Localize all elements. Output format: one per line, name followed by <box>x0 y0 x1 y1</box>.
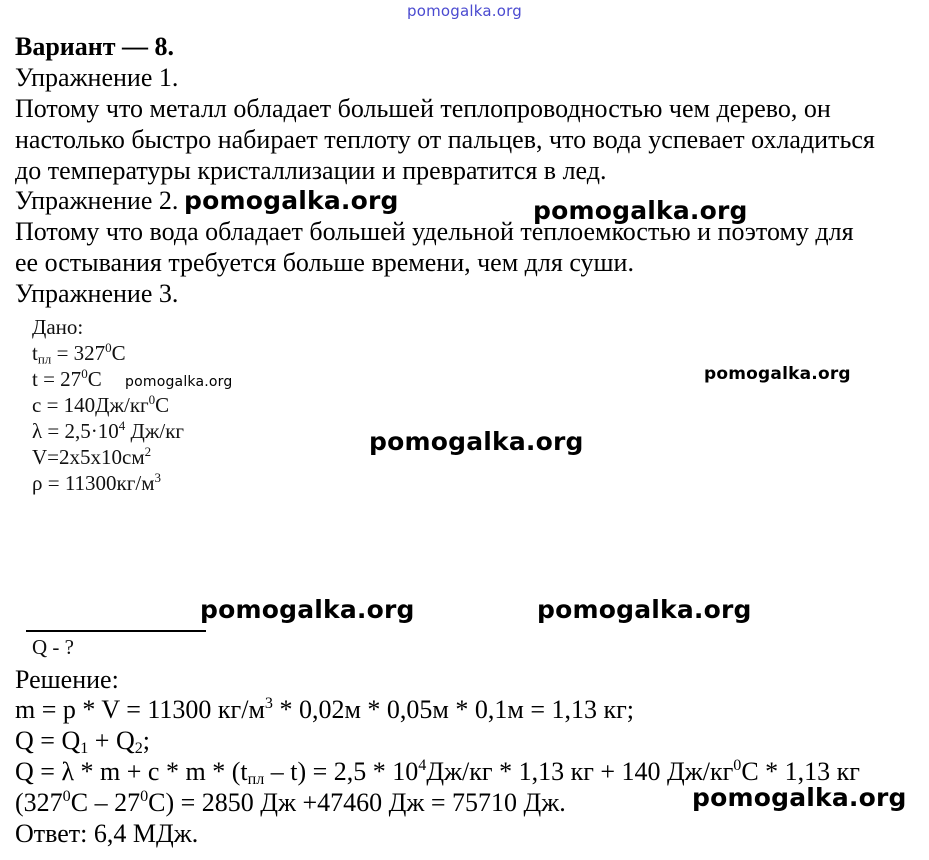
watermark-4: pomogalka.org <box>704 364 851 384</box>
watermark-2: pomogalka.org <box>533 196 748 225</box>
watermark-top: pomogalka.org <box>407 2 522 20</box>
solution-q-full: $Q = \lambda * m + c * m * (t_{пл} - t) = 2,5 * 10^4Дж/кг * 1,13$ кг + 140 $Дж/кг^0C * 1,13$ кг <box>15 757 860 789</box>
find-q: Q - ? <box>32 635 74 659</box>
given-t: $t = 27^0C$ <box>32 365 102 391</box>
watermark-6: pomogalka.org <box>200 595 415 624</box>
given-divider <box>26 630 206 632</box>
solution-label: Решение: <box>15 665 119 694</box>
ex2-label: Упражнение 2. <box>15 186 179 215</box>
ex2-line-2: ее остывания требуется больше времени, чем для суши. <box>15 248 634 277</box>
given-lambda: $\lambda = 2,5\cdot 10^4$ Дж/кг <box>32 417 185 443</box>
ex2-line-1: Потому что вода обладает большей удельной теплоемкостью и поэтому для <box>15 217 854 246</box>
ex3-label: Упражнение 3. <box>15 279 179 308</box>
ex1-line-2: настолько быстро набирает теплоту от пальцев, что вода успевает охладиться <box>15 125 875 154</box>
given-c: $c = 140Дж/кг^0C$ <box>32 391 170 417</box>
given-density: $\rho = 11300кг/м^3$ <box>32 469 161 495</box>
answer: Ответ: 6,4 МДж. <box>15 819 199 848</box>
watermark-5: pomogalka.org <box>369 427 584 456</box>
ex1-label: Упражнение 1. <box>15 63 179 92</box>
ex1-line-1: Потому что металл обладает большей теплопроводностью чем дерево, он <box>15 94 831 123</box>
watermark-3: pomogalka.org <box>125 374 233 390</box>
ex1-line-3: до температуры кристаллизации и превратится в лед. <box>15 156 607 185</box>
solution-mass: m = p * V = 11300 $кг/м^3 * 0,02м * 0,05м * 0,1м = 1,13$ кг; <box>15 695 635 724</box>
solution-q-sum: $Q = Q_1 + Q_2$; <box>15 726 151 758</box>
watermark-8: pomogalka.org <box>692 783 907 812</box>
given-volume: $V=2x5x10см^2$ <box>32 443 152 469</box>
page-title: Вариант — 8. <box>15 32 175 61</box>
given-label: Дано: <box>32 315 84 339</box>
given-t-melt: $t_{пл} = 327^0C$ <box>32 339 126 367</box>
solution-q-continued: $(327^0C - 27^0C) = 2850$ Дж +47460 Дж = 75710 Дж. <box>15 788 566 817</box>
watermark-1: pomogalka.org <box>184 186 399 215</box>
watermark-7: pomogalka.org <box>537 595 752 624</box>
